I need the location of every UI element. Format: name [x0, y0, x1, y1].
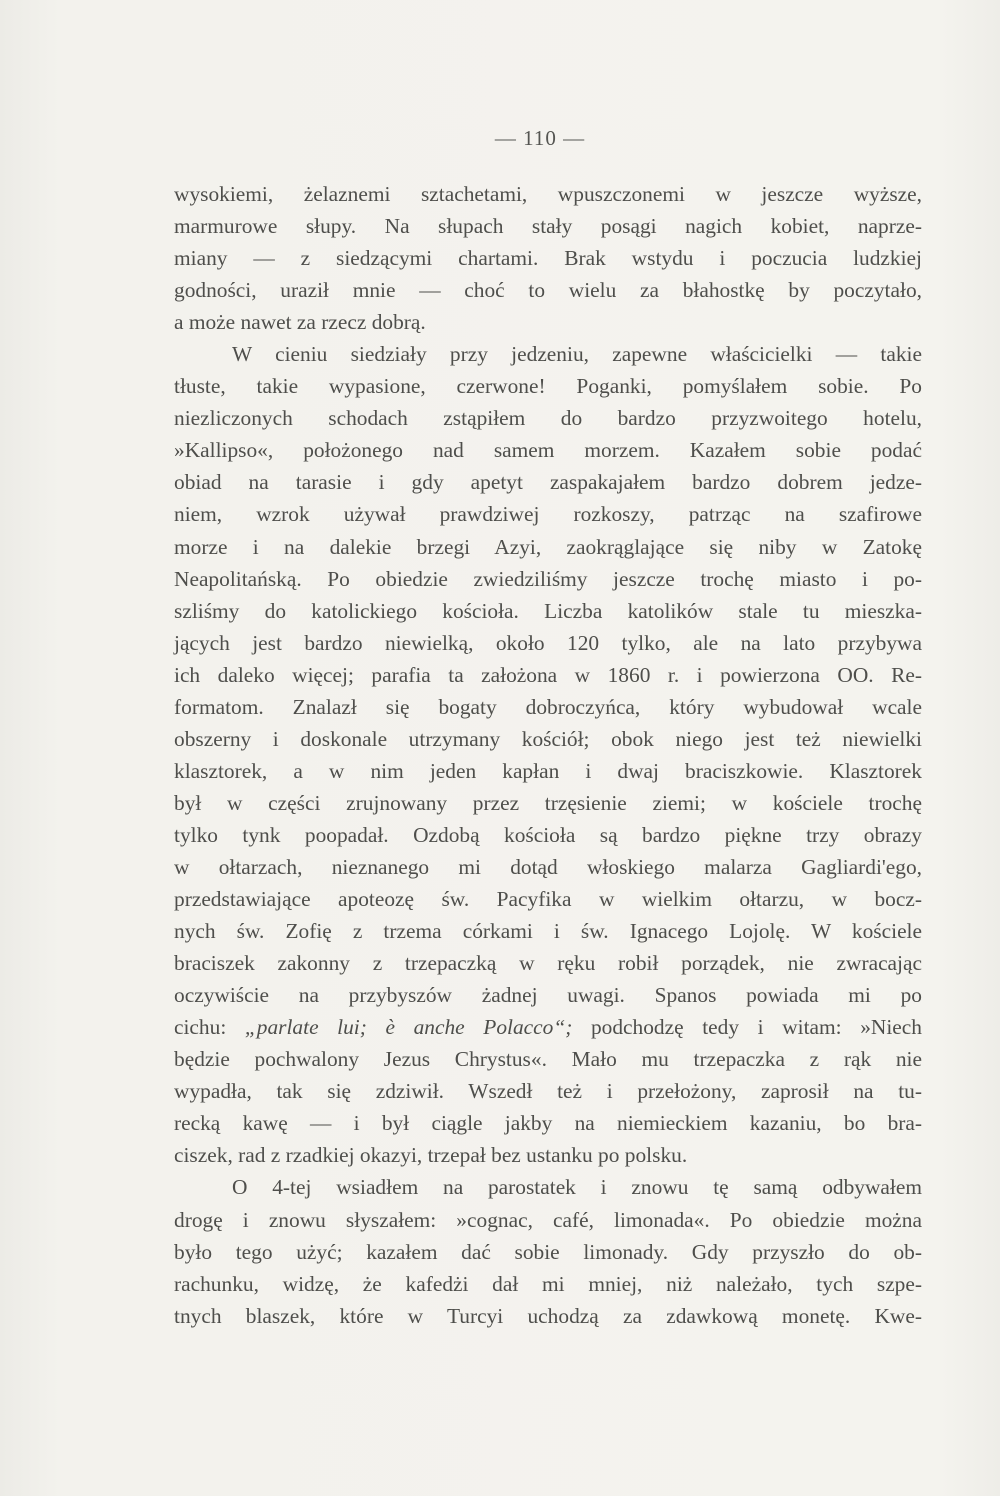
text-line: marmurowe słupy. Na słupach stały posągi nagich kobiet, naprze-: [174, 214, 922, 239]
text-line: było tego użyć; kazałem dać sobie limonady. Gdy przyszło do ob-: [174, 1239, 922, 1264]
text-line: »Kallipso«, położonego nad samem morzem. Kazałem sobie podać: [174, 438, 922, 463]
text-segment: cichu:: [174, 1015, 245, 1040]
text-line: W cieniu siedziały przy jedzeniu, zapewne właścicielki — takie: [232, 342, 922, 367]
text-line: morze i na dalekie brzegi Azyi, zaokrąglające się niby w Zatokę: [174, 534, 922, 559]
text-line-with-italic: [174, 1011, 922, 1043]
text-line: obszerny i doskonale utrzymany kościół; obok niego jest też niewielki: [174, 726, 922, 751]
text-line: szliśmy do katolickiego kościoła. Liczba katolików stale tu mieszka-: [174, 598, 922, 623]
text-line: Neapolitańską. Po obiedzie zwiedziliśmy jeszcze trochę miasto i po-: [174, 566, 922, 591]
text-line: przedstawiające apoteozę św. Pacyfika w wielkim ołtarzu, w bocz-: [174, 887, 922, 912]
text-line: formatom. Znalazł się bogaty dobroczyńca, który wybudował wcale: [174, 694, 922, 719]
text-line: klasztorek, a w nim jeden kapłan i dwaj braciszkowie. Klasztorek: [174, 758, 922, 783]
text-line: ich daleko więcej; parafia ta założona w 1860 r. i powierzona OO. Re-: [174, 662, 922, 687]
text-line: O 4-tej wsiadłem na parostatek i znowu tę samą odbywałem: [232, 1175, 922, 1200]
text-line: godności, uraził mnie — choć to wielu za błahostkę by poczytało,: [174, 278, 922, 303]
page-number: — 110 —: [494, 126, 586, 150]
text-line: braciszek zakonny z trzepaczką w ręku robił porządek, nie zwracając: [174, 951, 922, 976]
text-line: obiad na tarasie i gdy apetyt zaspakajałem bardzo dobrem jedze-: [174, 470, 922, 495]
italic-quote: „parlate lui; è anche Polacco“;: [244, 1015, 573, 1040]
text-line: a może nawet za rzecz dobrą.: [174, 310, 426, 335]
text-line: wysokiemi, żelaznemi sztachetami, wpuszczonemi w jeszcze wyższe,: [174, 182, 922, 206]
text-line: niem, wzrok używał prawdziwej rozkoszy, patrząc na szafirowe: [174, 502, 922, 527]
text-line: ciszek, rad z rzadkiej okazyi, trzepał bez ustanku po polsku.: [174, 1143, 688, 1168]
text-body: [174, 178, 922, 1332]
text-line: nych św. Zofię z trzema córkami i św. Ignacego Lojolę. W kościele: [174, 919, 922, 944]
text-line: w ołtarzach, nieznanego mi dotąd włoskiego malarza Gagliardi'ego,: [174, 854, 922, 879]
text-line: oczywiście na przybyszów żadnej uwagi. Spanos powiada mi po: [174, 983, 922, 1008]
text-line: recką kawę — i był ciągle jakby na niemieckiem kazaniu, bo bra-: [174, 1111, 922, 1136]
text-line: tylko tynk poopadał. Ozdobą kościoła są bardzo piękne trzy obrazy: [174, 822, 922, 847]
text-line: niezliczonych schodach zstąpiłem do bardzo przyzwoitego hotelu,: [174, 406, 922, 431]
text-segment: podchodzę tedy i witam: »Niech: [572, 1015, 922, 1040]
text-line: był w części zrujnowany przez trzęsienie ziemi; w kościele trochę: [174, 790, 922, 815]
text-line: będzie pochwalony Jezus Chrystus«. Mało mu trzepaczka z rąk nie: [174, 1047, 922, 1072]
text-line: drogę i znowu słyszałem: »cognac, café, limonada«. Po obiedzie można: [174, 1207, 922, 1232]
text-line: wypadła, tak się zdziwił. Wszedł też i przełożony, zaprosił na tu-: [174, 1079, 922, 1104]
text-line: tnych blaszek, które w Turcyi uchodzą za zdawkową monetę. Kwe-: [174, 1303, 922, 1328]
text-line: tłuste, takie wypasione, czerwone! Poganki, pomyślałem sobie. Po: [174, 374, 922, 399]
text-line: rachunku, widzę, że kafedżi dał mi mniej, niż należało, tych szpe-: [174, 1271, 922, 1296]
text-line: jących jest bardzo niewielką, około 120 tylko, ale na lato przybywa: [174, 630, 922, 655]
text-line: miany — z siedzącymi chartami. Brak wstydu i poczucia ludzkiej: [174, 246, 922, 271]
